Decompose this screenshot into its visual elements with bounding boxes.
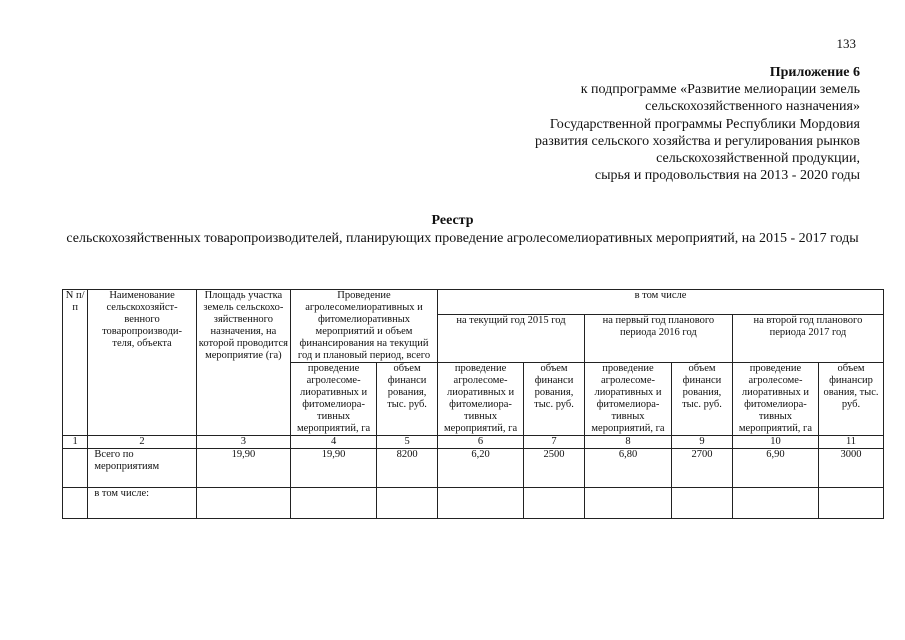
header-sub-measures: проведение агролесоме- лиоративных и фитомелиора- тивных мероприятий, га [732, 363, 818, 436]
column-number: 7 [524, 436, 585, 449]
registry-table [62, 289, 884, 519]
header-number: N п/п [63, 290, 88, 436]
header-sub-measures: проведение агролесоме- лиоративных и фитомелиора- тивных мероприятий, га [437, 363, 523, 436]
document-subtitle: сельскохозяйственных товаропроизводителей, планирующих проведение агролесомелиоративных мероприятий, на 2015 - 2017 годы [66, 231, 859, 246]
header-sub-funding: объем финанси рования, тыс. руб. [377, 363, 438, 436]
row-value: 6,20 [437, 449, 523, 488]
appendix-block [535, 64, 860, 184]
row-label: Всего по мероприятиям [88, 449, 196, 488]
header-sub-measures: проведение агролесоме- лиоративных и фитомелиора- тивных мероприятий, га [291, 363, 377, 436]
column-number: 11 [819, 436, 884, 449]
empty-cell [196, 488, 290, 519]
empty-cell [819, 488, 884, 519]
empty-cell [524, 488, 585, 519]
column-number: 4 [291, 436, 377, 449]
header-including: в том числе [437, 290, 883, 315]
empty-cell [584, 488, 671, 519]
row-number-cell [63, 449, 88, 488]
row-number-cell [63, 488, 88, 519]
header-sub-funding: объем финанси рования, тыс. руб. [672, 363, 733, 436]
row-value: 2700 [672, 449, 733, 488]
column-number: 9 [672, 436, 733, 449]
header-total: Проведение агролесомелиоративных и фитомелиоративных мероприятий и объем финансирования на текущий год и плановый период, всего [291, 290, 438, 363]
row-value: 6,90 [732, 449, 818, 488]
appendix-line: к подпрограмме «Развитие мелиорации земель [580, 82, 860, 98]
column-number: 5 [377, 436, 438, 449]
header-year-current: на текущий год 2015 год [437, 314, 584, 362]
appendix-title: Приложение 6 [769, 65, 860, 80]
row-value: 6,80 [584, 449, 671, 488]
column-number: 2 [88, 436, 196, 449]
appendix-line: сельскохозяйственного назначения» [645, 99, 860, 115]
header-sub-funding: объем финансир ования, тыс. руб. [819, 363, 884, 436]
empty-cell [377, 488, 438, 519]
header-sub-funding: объем финанси рования, тыс. руб. [524, 363, 585, 436]
empty-cell [437, 488, 523, 519]
empty-cell [672, 488, 733, 519]
row-value: 19,90 [291, 449, 377, 488]
column-number: 1 [63, 436, 88, 449]
empty-cell [732, 488, 818, 519]
header-year-first: на первый год планового периода 2016 год [584, 314, 732, 362]
appendix-line: сельскохозяйственной продукции, [656, 151, 860, 167]
document-title: Реестр [431, 213, 474, 228]
header-row [63, 290, 884, 315]
column-number: 10 [732, 436, 818, 449]
appendix-line: развития сельского хозяйства и регулирования рынков [535, 133, 860, 149]
page-number: 133 [836, 36, 856, 51]
header-sub-measures: проведение агролесоме- лиоративных и фитомелиора- тивных мероприятий, га [584, 363, 671, 436]
appendix-line: Государственной программы Республики Мордовия [549, 116, 860, 132]
table-row [63, 488, 884, 519]
empty-cell [291, 488, 377, 519]
header-year-second: на второй год планового периода 2017 год [732, 314, 883, 362]
column-number-row [63, 436, 884, 449]
appendix-line: сырья и продовольствия на 2013 - 2020 годы [594, 168, 860, 184]
column-number: 3 [196, 436, 290, 449]
row-value: 8200 [377, 449, 438, 488]
table-row [63, 449, 884, 488]
column-number: 6 [437, 436, 523, 449]
column-number: 8 [584, 436, 671, 449]
row-value: 2500 [524, 449, 585, 488]
row-value: 19,90 [196, 449, 290, 488]
row-value: 3000 [819, 449, 884, 488]
header-area: Площадь участка земель сельскохо- зяйственного назначения, на которой проводится мероприятие (га) [196, 290, 290, 436]
header-name: Наименование сельскохозяйст- венного товаропроизводи- теля, объекта [88, 290, 196, 436]
subheading-label: в том числе: [88, 488, 196, 519]
